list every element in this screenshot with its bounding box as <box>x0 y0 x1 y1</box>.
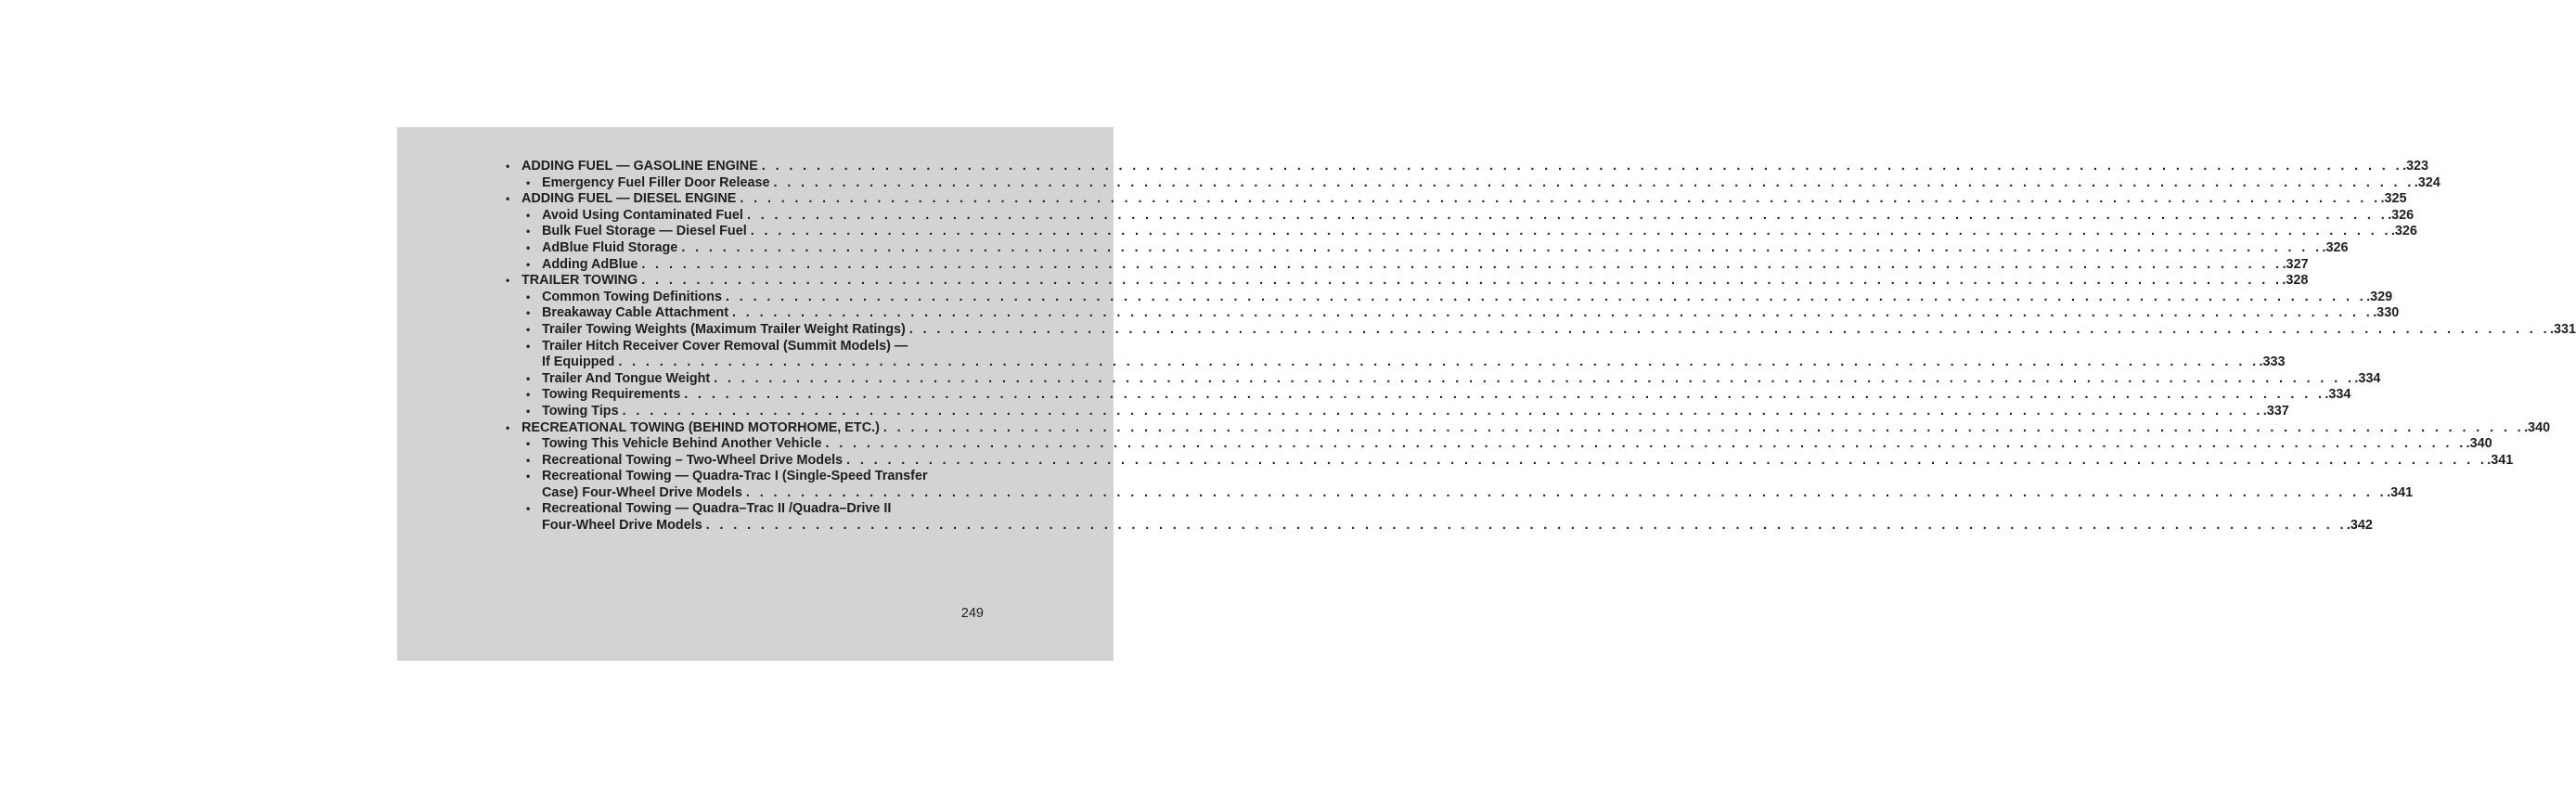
toc-page-ref: .326 <box>2322 239 2349 255</box>
toc-page-ref: .340 <box>2524 419 2551 435</box>
toc-entry-line <box>506 354 2286 371</box>
toc-section[interactable] <box>506 419 2551 437</box>
toc-page-ref: .324 <box>2414 174 2441 190</box>
dot-leader: . . . . . . . . . . . . . . . . . . . . . . . . . . . . . . . . . . . . . . . . . . . . . . . . . . . . . . . . . . . . . . . . . . . . . . . . . . . . . . . . . . . . . . . . . . . . . . . . . . . . . . . . . . . . . . . . . . . . . . . . <box>825 436 2467 452</box>
toc-page-ref: .342 <box>2346 518 2373 534</box>
bullet-icon: • <box>526 306 531 320</box>
toc-entry-line <box>506 256 2309 274</box>
toc-entry-line <box>506 207 2415 225</box>
toc-subsection[interactable] <box>506 452 2514 470</box>
toc-entry-line <box>506 469 984 485</box>
toc-subsection[interactable] <box>506 305 2400 322</box>
dot-leader: . . . . . . . . . . . . . . . . . . . . . . . . . . . . . . . . . . . . . . . . . . . . . . . . . . . . . . . . . . . . . . . . . . . . . . . . . . . . . . . . . . . . . . . . . . . . . . . . . . . . . . . . . . . . . . . . . . . . . . . . <box>714 370 2355 386</box>
dot-leader: . . . . . . . . . . . . . . . . . . . . . . . . . . . . . . . . . . . . . . . . . . . . . . . . . . . . . . . . . . . . . . . . . . . . . . . . . . . . . . . . . . . . . . . . . . . . . . . . . . . . . . . . . . . . . . . . . . . . . . . . <box>732 305 2374 321</box>
toc-subsection[interactable] <box>506 256 2309 274</box>
bullet-icon: • <box>526 225 531 238</box>
toc-subsection[interactable] <box>506 239 2349 257</box>
toc-entry-line <box>506 273 2309 290</box>
dot-leader: . . . . . . . . . . . . . . . . . . . . . . . . . . . . . . . . . . . . . . . . . . . . . . . . . . . . . . . . . . . . . . . . . . . . . . . . . . . . . . . . . . . . . . . . . . . . . . . . . . . . . . . . . . . . . . . . . . . . . . . . <box>684 387 2325 403</box>
toc-page-ref: .330 <box>2373 305 2400 321</box>
dot-leader: . . . . . . . . . . . . . . . . . . . . . . . . . . . . . . . . . . . . . . . . . . . . . . . . . . . . . . . . . . . . . . . . . . . . . . . . . . . . . . . . . . . . . . . . . . . . . . . . . . . . . . . . . . . . . . . . . . . . . . . . <box>705 518 2347 534</box>
toc-entry-label: Bulk Fuel Storage — Diesel Fuel <box>542 224 747 239</box>
toc-entry-line <box>506 484 2414 502</box>
toc-entry-label: ADDING FUEL — DIESEL ENGINE <box>522 191 737 207</box>
toc-entry-label: TRAILER TOWING <box>522 273 638 289</box>
dot-leader: . . . . . . . . . . . . . . . . . . . . . . . . . . . . . . . . . . . . . . . . . . . . . . . . . . . . . . . . . . . . . . . . . . . . . . . . . . . . . . . . . . . . . . . . . . . . . . . . . . . . . . . . . . . . . . . . . . . . . . . . <box>750 224 2391 239</box>
toc-entry-line <box>506 191 2407 208</box>
toc-entry-label: Recreational Towing — Quadra-Trac I (Single-Speed Transfer <box>542 469 928 484</box>
toc-entry-line <box>506 174 2441 192</box>
toc-subsection[interactable] <box>506 174 2441 192</box>
toc-entry-line <box>506 305 2400 322</box>
toc-page-ref: .323 <box>2402 159 2428 174</box>
toc-entry-line <box>506 387 2351 404</box>
dot-leader: . . . . . . . . . . . . . . . . . . . . . . . . . . . . . . . . . . . . . . . . . . . . . . . . . . . . . . . . . . . . . . . . . . . . . . . . . . . . . . . . . . . . . . . . . . . . . . . . . . . . . . . . . . . . . . . . . . . . . . . . <box>745 484 2388 500</box>
toc-subsection[interactable] <box>506 370 2381 388</box>
toc-subsection[interactable] <box>506 436 2492 453</box>
bullet-icon: • <box>526 257 531 271</box>
dot-leader: . . . . . . . . . . . . . . . . . . . . . . . . . . . . . . . . . . . . . . . . . . . . . . . . . . . . . . . . . . . . . . . . . . . . . . . . . . . . . . . . . . . . . . . . . . . . . . . . . . . . . . . . . . . . . . . . . . . . . . . . <box>618 354 2260 370</box>
toc-page-ref: .327 <box>2282 256 2309 272</box>
page-number: 249 <box>960 606 984 621</box>
bullet-icon: • <box>506 160 510 173</box>
bullet-icon: • <box>526 175 531 189</box>
toc-entry-line <box>506 436 2492 453</box>
toc-entry-line <box>506 224 2417 240</box>
toc-entry-label: Towing This Vehicle Behind Another Vehicle <box>542 436 822 452</box>
toc-entry-label: Adding AdBlue <box>542 256 638 272</box>
toc-entry-line <box>506 419 2551 437</box>
bullet-icon: • <box>526 437 531 451</box>
bullet-icon: • <box>526 208 531 222</box>
bullet-icon: • <box>526 502 531 516</box>
bullet-icon: • <box>526 339 531 353</box>
toc-entry-line <box>506 339 984 355</box>
bullet-icon: • <box>506 420 510 434</box>
bullet-icon: • <box>526 453 531 467</box>
toc-page-ref: .331 <box>2549 321 2576 337</box>
toc-entry-label: Towing Requirements <box>542 387 681 403</box>
toc-entry-label: Breakaway Cable Attachment <box>542 305 729 321</box>
dot-leader: . . . . . . . . . . . . . . . . . . . . . . . . . . . . . . . . . . . . . . . . . . . . . . . . . . . . . . . . . . . . . . . . . . . . . . . . . . . . . . . . . . . . . . . . . . . . . . . . . . . . . . . . . . . . . . . . . . . . . . . . <box>773 174 2415 190</box>
toc-page-ref: .341 <box>2387 484 2414 500</box>
bullet-icon: • <box>526 322 531 336</box>
toc-page-ref: .326 <box>2388 207 2415 223</box>
dot-leader: . . . . . . . . . . . . . . . . . . . . . . . . . . . . . . . . . . . . . . . . . . . . . . . . . . . . . . . . . . . . . . . . . . . . . . . . . . . . . . . . . . . . . . . . . . . . . . . . . . . . . . . . . . . . . . . . . . . . . . . . <box>746 207 2389 223</box>
dot-leader: . . . . . . . . . . . . . . . . . . . . . . . . . . . . . . . . . . . . . . . . . . . . . . . . . . . . . . . . . . . . . . . . . . . . . . . . . . . . . . . . . . . . . . . . . . . . . . . . . . . . . . . . . . . . . . . . . . . . . . . . <box>641 273 2283 289</box>
bullet-icon: • <box>526 371 531 385</box>
toc-entry-label: If Equipped <box>542 354 615 370</box>
toc-page-ref: .341 <box>2487 452 2514 468</box>
toc-page-ref: .334 <box>2325 387 2351 403</box>
dot-leader: . . . . . . . . . . . . . . . . . . . . . . . . . . . . . . . . . . . . . . . . . . . . . . . . . . . . . . . . . . . . . . . . . . . . . . . . . . . . . . . . . . . . . . . . . . . . . . . . . . . . . . . . . . . . . . . . . . . . . . . . <box>882 419 2525 435</box>
toc-section[interactable] <box>506 191 2407 208</box>
toc-page-ref: .337 <box>2262 403 2289 419</box>
toc-page-ref: .328 <box>2282 273 2309 289</box>
dot-leader: . . . . . . . . . . . . . . . . . . . . . . . . . . . . . . . . . . . . . . . . . . . . . . . . . . . . . . . . . . . . . . . . . . . . . . . . . . . . . . . . . . . . . . . . . . . . . . . . . . . . . . . . . . . . . . . . . . . . . . . . <box>641 256 2283 272</box>
toc-entry-label: Avoid Using Contaminated Fuel <box>542 207 743 223</box>
dot-leader: . . . . . . . . . . . . . . . . . . . . . . . . . . . . . . . . . . . . . . . . . . . . . . . . . . . . . . . . . . . . . . . . . . . . . . . . . . . . . . . . . . . . . . . . . . . . . . . . . . . . . . . . . . . . . . . . . . . . . . . . <box>846 452 2488 468</box>
toc-entry-label: Trailer Hitch Receiver Cover Removal (Summit Models) — <box>542 338 908 354</box>
toc-entry-label: Trailer Towing Weights (Maximum Trailer Weight Ratings) <box>542 321 906 337</box>
toc-subsection[interactable] <box>506 403 2289 420</box>
toc-entry-label: Towing Tips <box>542 403 619 419</box>
bullet-icon: • <box>506 274 510 288</box>
dot-leader: . . . . . . . . . . . . . . . . . . . . . . . . . . . . . . . . . . . . . . . . . . . . . . . . . . . . . . . . . . . . . . . . . . . . . . . . . . . . . . . . . . . . . . . . . . . . . . . . . . . . . . . . . . . . . . . . . . . . . . . . <box>761 159 2402 174</box>
toc-entry-label: ADDING FUEL — GASOLINE ENGINE <box>522 159 758 174</box>
toc-entry-line <box>506 501 984 518</box>
toc-entry-label: Common Towing Definitions <box>542 289 722 304</box>
toc-page-ref: .326 <box>2390 224 2417 239</box>
toc-subsection[interactable] <box>506 387 2351 404</box>
toc-page-ref: .340 <box>2466 436 2492 452</box>
toc-entry-label: Emergency Fuel Filler Door Release <box>542 174 770 190</box>
toc-subsection[interactable] <box>506 321 2576 339</box>
toc-entry-line <box>506 289 2393 306</box>
toc-section[interactable] <box>506 159 2428 175</box>
toc-entry-line <box>506 518 2373 535</box>
toc-entry-label: RECREATIONAL TOWING (BEHIND MOTORHOME, ETC.) <box>522 419 880 435</box>
bullet-icon: • <box>526 240 531 254</box>
toc-page-ref: .329 <box>2366 289 2393 304</box>
bullet-icon: • <box>506 192 510 206</box>
toc-entry-line <box>506 452 2514 470</box>
toc-entry-line <box>506 370 2381 388</box>
toc-entry-line <box>506 159 2428 175</box>
toc-page-ref: .334 <box>2354 370 2381 386</box>
bullet-icon: • <box>526 388 531 402</box>
toc-page-ref: .333 <box>2259 354 2286 370</box>
dot-leader: . . . . . . . . . . . . . . . . . . . . . . . . . . . . . . . . . . . . . . . . . . . . . . . . . . . . . . . . . . . . . . . . . . . . . . . . . . . . . . . . . . . . . . . . . . . . . . . . . . . . . . . . . . . . . . . . . . . . . . . . <box>726 289 2367 304</box>
toc-subsection[interactable] <box>506 207 2415 225</box>
toc-entry-label: AdBlue Fluid Storage <box>542 239 678 255</box>
toc-subsection[interactable] <box>506 224 2417 240</box>
table-of-contents <box>506 159 2576 535</box>
toc-section[interactable] <box>506 273 2309 290</box>
dot-leader: . . . . . . . . . . . . . . . . . . . . . . . . . . . . . . . . . . . . . . . . . . . . . . . . . . . . . . . . . . . . . . . . . . . . . . . . . . . . . . . . . . . . . . . . . . . . . . . . . . . . . . . . . . . . . . . . . . . . . . . . <box>681 239 2323 255</box>
bullet-icon: • <box>526 404 531 418</box>
toc-entry-line <box>506 321 2576 339</box>
toc-entry-label: Case) Four-Wheel Drive Models <box>542 484 742 500</box>
toc-entry-line <box>506 403 2289 420</box>
bullet-icon: • <box>526 470 531 483</box>
toc-entry-label: Four-Wheel Drive Models <box>542 518 702 534</box>
toc-entry-label: Trailer And Tongue Weight <box>542 370 711 386</box>
toc-entry-label: Recreational Towing – Two-Wheel Drive Models <box>542 452 844 468</box>
toc-subsection[interactable] <box>506 338 2286 371</box>
toc-subsection[interactable] <box>506 501 2373 534</box>
toc-page-ref: .325 <box>2380 191 2407 207</box>
toc-subsection[interactable] <box>506 469 2414 501</box>
toc-entry-line <box>506 239 2349 257</box>
bullet-icon: • <box>526 290 531 303</box>
dot-leader: . . . . . . . . . . . . . . . . . . . . . . . . . . . . . . . . . . . . . . . . . . . . . . . . . . . . . . . . . . . . . . . . . . . . . . . . . . . . . . . . . . . . . . . . . . . . . . . . . . . . . . . . . . . . . . . . . . . . . . . . <box>622 403 2263 419</box>
dot-leader: . . . . . . . . . . . . . . . . . . . . . . . . . . . . . . . . . . . . . . . . . . . . . . . . . . . . . . . . . . . . . . . . . . . . . . . . . . . . . . . . . . . . . . . . . . . . . . . . . . . . . . . . . . . . . . . . . . . . . . . . <box>908 321 2550 337</box>
dot-leader: . . . . . . . . . . . . . . . . . . . . . . . . . . . . . . . . . . . . . . . . . . . . . . . . . . . . . . . . . . . . . . . . . . . . . . . . . . . . . . . . . . . . . . . . . . . . . . . . . . . . . . . . . . . . . . . . . . . . . . . . <box>740 191 2381 207</box>
toc-entry-label: Recreational Towing — Quadra–Trac II /Quadra–Drive II <box>542 501 892 517</box>
toc-subsection[interactable] <box>506 289 2393 306</box>
